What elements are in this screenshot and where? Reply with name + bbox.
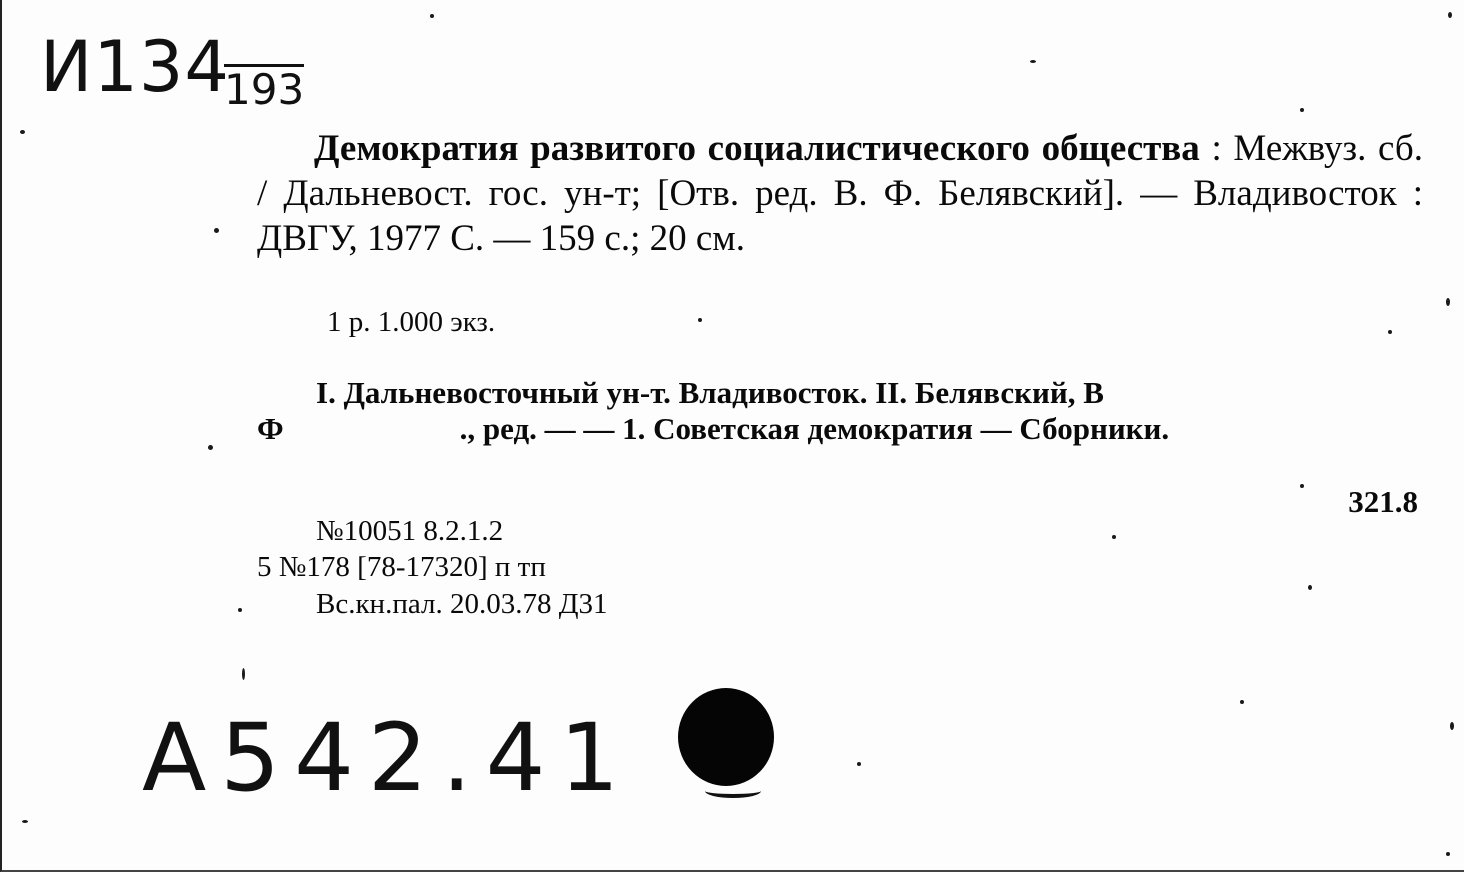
scan-noise [20, 130, 25, 134]
entry-body: : Межвуз. сб. / Дальневост. гос. ун-т; [Отв. ред. В. Ф. Белявский]. — Владивосток : ДВГУ, 1977 С. — 159 с.; 20 см. [257, 128, 1424, 259]
tracings-line-2 [257, 413, 1169, 444]
tech-line-2: 5 №178 [78-17320] п тп [257, 551, 546, 583]
tech-line-1: №10051 8.2.1.2 [316, 515, 504, 547]
classification-index: 321.8 [1348, 484, 1418, 519]
scan-noise [1450, 722, 1454, 730]
punch-hole-mark [705, 784, 761, 798]
scan-noise [1300, 484, 1304, 488]
scan-noise [430, 14, 434, 18]
entry-title: Демократия развитого социалистического общества [314, 128, 1200, 169]
scan-noise [698, 318, 702, 322]
scan-noise [1240, 700, 1244, 704]
inventory-number: А542.41 [142, 704, 634, 813]
tech-line-3: Вс.кн.пал. 20.03.78 Д31 [316, 588, 608, 620]
punch-hole-dot [678, 688, 774, 786]
scan-noise [1448, 12, 1452, 18]
scan-noise [1300, 108, 1304, 112]
scan-noise [208, 445, 213, 450]
tracings-line-2-end: ., ред. — — 1. Советская демократия — Сборники. [459, 411, 1170, 446]
scan-noise [22, 820, 28, 823]
scan-noise [242, 668, 245, 680]
call-number-main: И134 [40, 26, 230, 108]
tracings-line-1: I. Дальневосточный ун-т. Владивосток. II. Белявский, В [316, 375, 1104, 410]
scan-noise [1446, 298, 1450, 306]
scan-noise [1112, 535, 1116, 539]
scan-noise [238, 608, 242, 612]
scan-noise [1388, 330, 1392, 334]
tracings-line-2-start: Ф [257, 411, 284, 446]
price-line: 1 р. 1.000 экз. [327, 306, 496, 338]
scan-noise [1446, 852, 1450, 856]
scan-noise [857, 762, 861, 766]
call-number-sub: 193 [224, 65, 305, 114]
scan-noise [1030, 60, 1036, 63]
scan-noise [1308, 585, 1312, 590]
bibliographic-entry [257, 126, 1423, 261]
scan-noise [214, 228, 219, 233]
